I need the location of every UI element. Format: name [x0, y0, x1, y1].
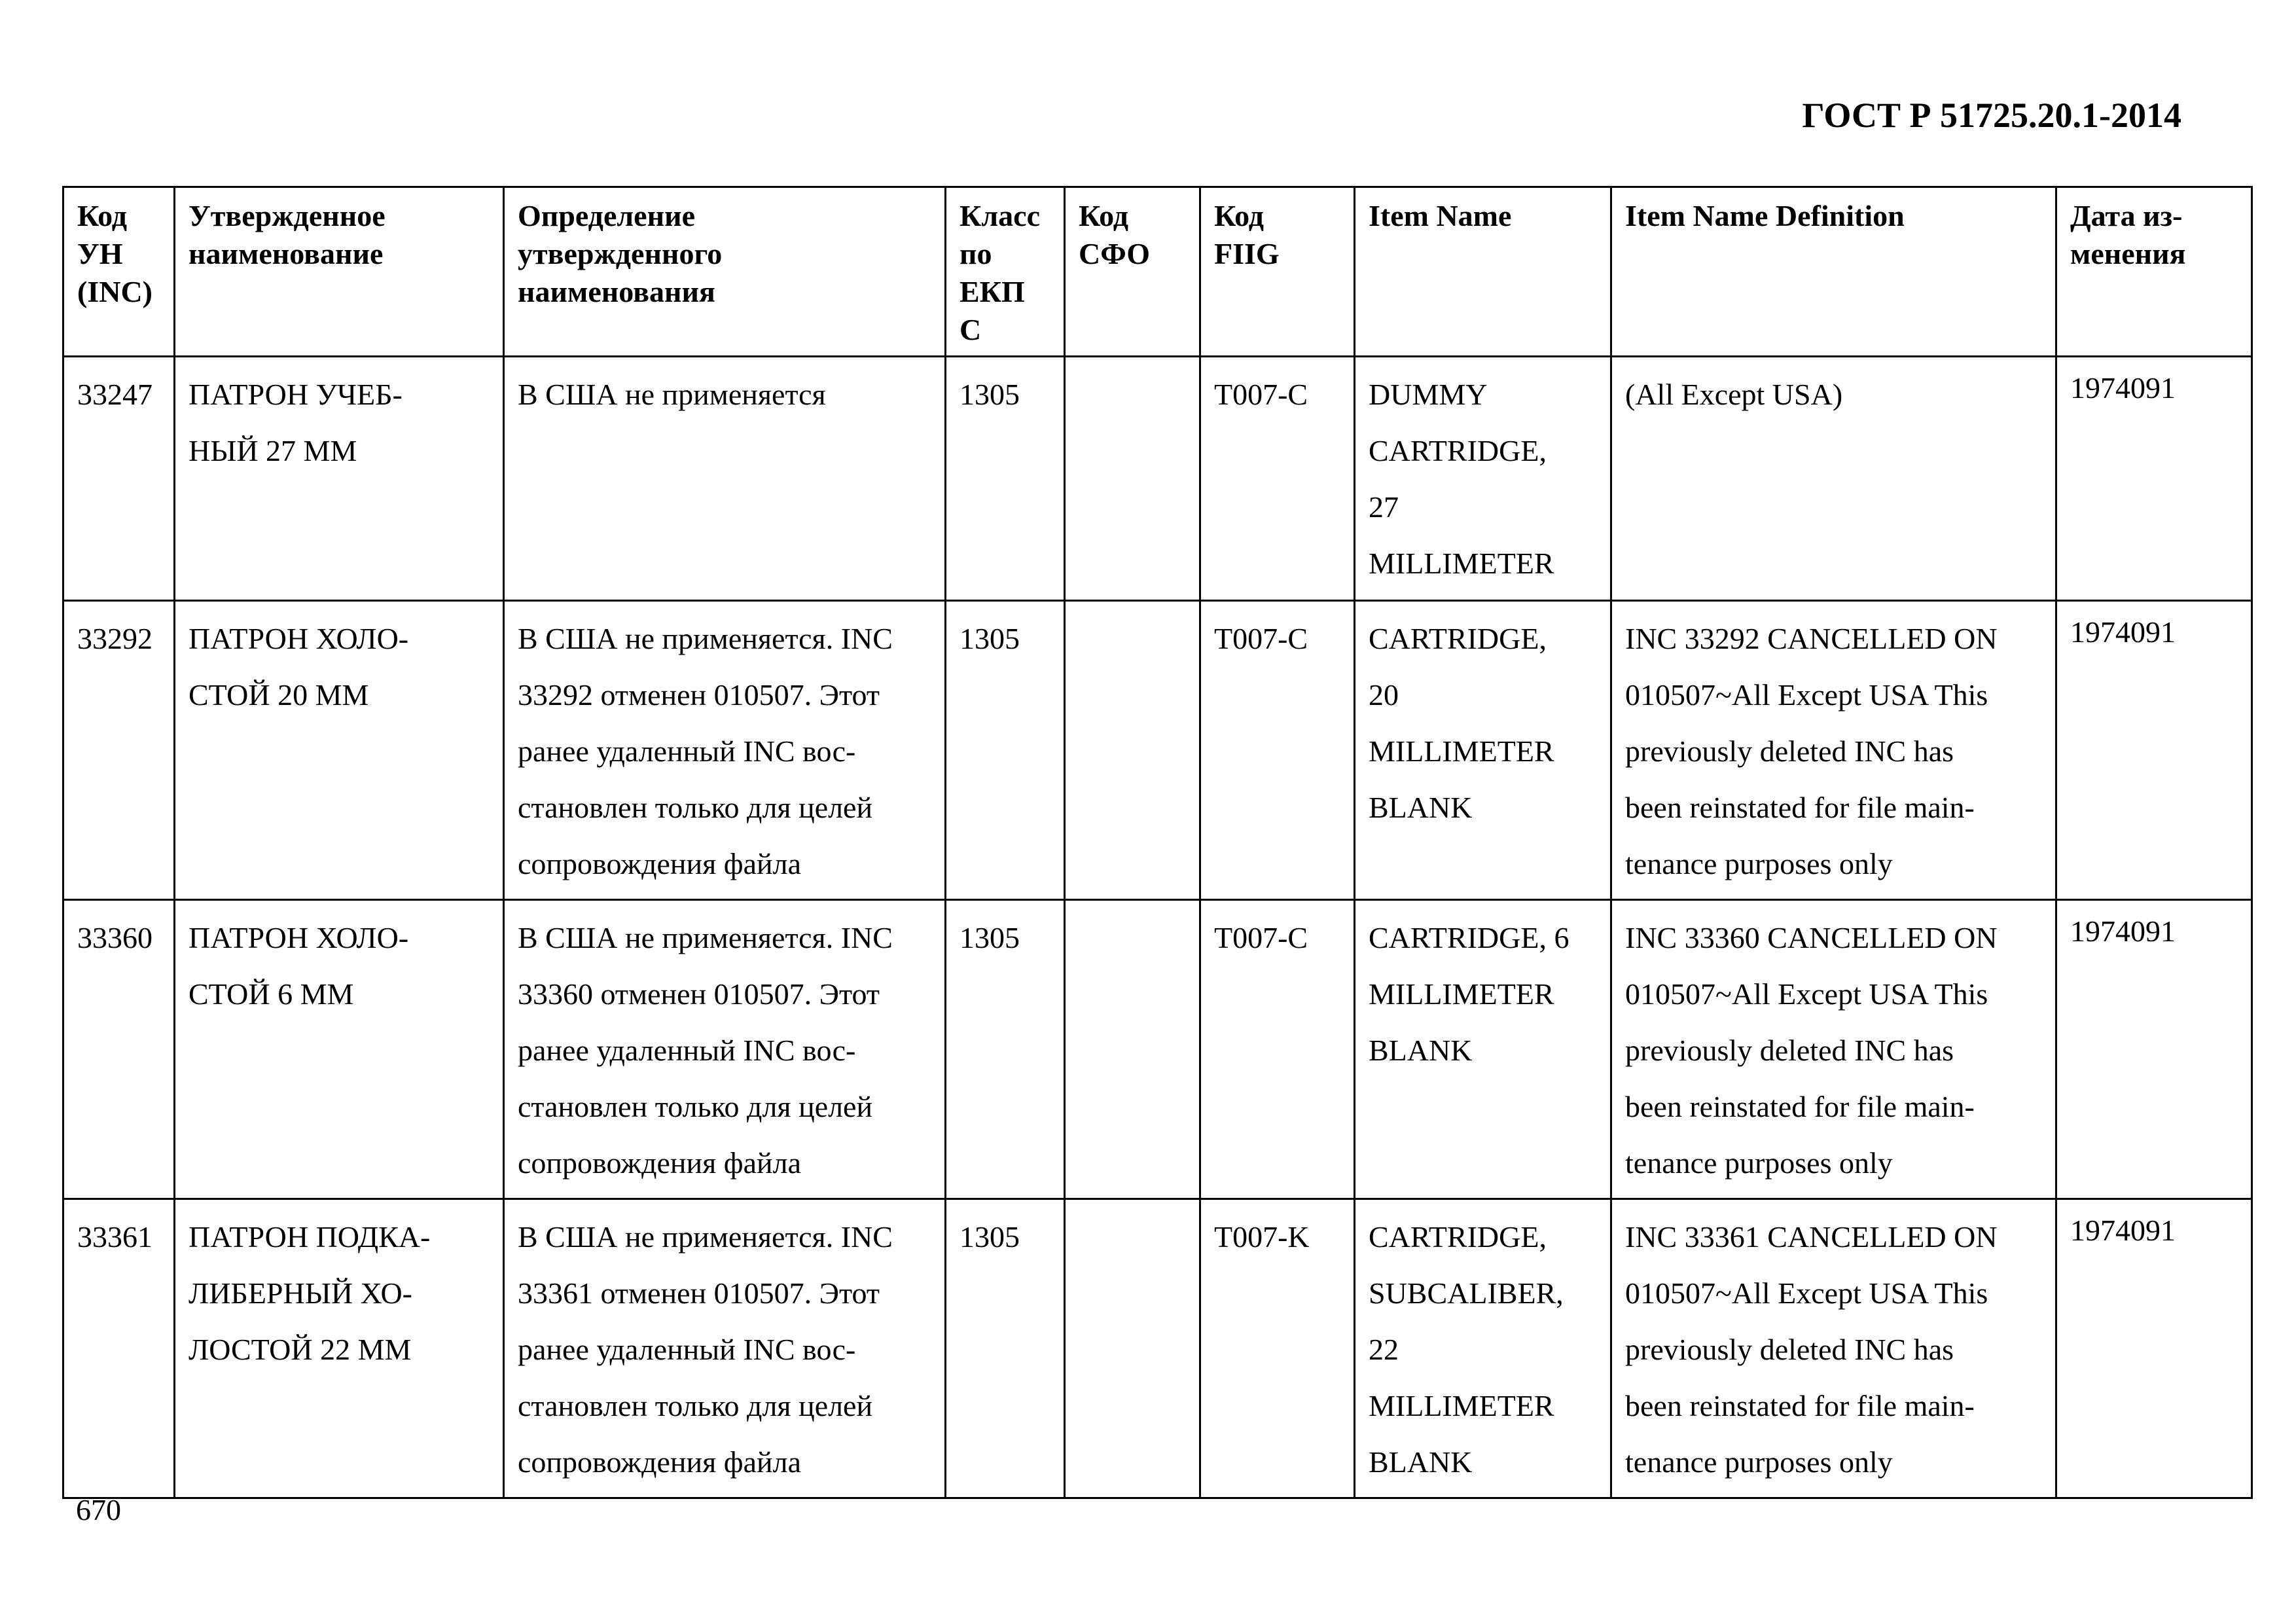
cell-inc: 33361	[63, 1199, 175, 1498]
col-header-ekps-class: Класс по ЕКП С	[946, 187, 1065, 357]
cell-inc: 33360	[63, 900, 175, 1199]
col-header-sfo-code: Код СФО	[1065, 187, 1200, 357]
cell-sfo-code	[1065, 1199, 1200, 1498]
cell-name-definition: В США не применяется	[504, 357, 946, 601]
document-header: ГОСТ Р 51725.20.1-2014	[1802, 96, 2181, 135]
cell-approved-name: ПАТРОН ХОЛО- СТОЙ 20 ММ	[175, 601, 504, 900]
cell-approved-name: ПАТРОН ПОДКА- ЛИБЕРНЫЙ ХО- ЛОСТОЙ 22 ММ	[175, 1199, 504, 1498]
cell-change-date: 1974091	[2056, 900, 2252, 1199]
cell-sfo-code	[1065, 601, 1200, 900]
cell-ekps-class: 1305	[946, 601, 1065, 900]
cell-ekps-class: 1305	[946, 900, 1065, 1199]
cell-fiig-code: T007-K	[1200, 1199, 1355, 1498]
cell-name-definition: В США не применяется. INC 33292 отменен 010507. Этот ранее удаленный INC вос- становлен только для целей сопровождения файла	[504, 601, 946, 900]
table-row	[63, 900, 2252, 1199]
cell-ekps-class: 1305	[946, 357, 1065, 601]
col-header-inc: Код УН (INC)	[63, 187, 175, 357]
col-header-name-definition: Определение утвержденного наименования	[504, 187, 946, 357]
col-header-item-name: Item Name	[1355, 187, 1611, 357]
col-header-approved-name: Утвержденное наименование	[175, 187, 504, 357]
table-header-row	[63, 187, 2252, 357]
table-row	[63, 601, 2252, 900]
cell-approved-name: ПАТРОН ХОЛО- СТОЙ 6 ММ	[175, 900, 504, 1199]
cell-item-name: CARTRIDGE, 20 MILLIMETER BLANK	[1355, 601, 1611, 900]
items-table	[62, 186, 2253, 1499]
cell-item-name: DUMMY CARTRIDGE, 27 MILLIMETER	[1355, 357, 1611, 601]
cell-inc: 33292	[63, 601, 175, 900]
cell-change-date: 1974091	[2056, 357, 2252, 601]
cell-item-name: CARTRIDGE, SUBCALIBER, 22 MILLIMETER BLANK	[1355, 1199, 1611, 1498]
col-header-fiig-code: Код FIIG	[1200, 187, 1355, 357]
cell-ekps-class: 1305	[946, 1199, 1065, 1498]
cell-item-name-definition: INC 33292 CANCELLED ON 010507~All Except USA This previously deleted INC has been reinstated for file main- tenance purposes only	[1611, 601, 2056, 900]
col-header-item-name-definition: Item Name Definition	[1611, 187, 2056, 357]
cell-fiig-code: T007-C	[1200, 900, 1355, 1199]
cell-item-name-definition: INC 33360 CANCELLED ON 010507~All Except USA This previously deleted INC has been reinstated for file main- tenance purposes only	[1611, 900, 2056, 1199]
table-row	[63, 357, 2252, 601]
cell-change-date: 1974091	[2056, 1199, 2252, 1498]
cell-fiig-code: T007-C	[1200, 357, 1355, 601]
cell-sfo-code	[1065, 900, 1200, 1199]
cell-item-name-definition: INC 33361 CANCELLED ON 010507~All Except USA This previously deleted INC has been reinstated for file main- tenance purposes only	[1611, 1199, 2056, 1498]
page-number: 670	[76, 1493, 121, 1526]
cell-change-date: 1974091	[2056, 601, 2252, 900]
table-row	[63, 1199, 2252, 1498]
cell-item-name-definition: (All Except USA)	[1611, 357, 2056, 601]
cell-sfo-code	[1065, 357, 1200, 601]
cell-inc: 33247	[63, 357, 175, 601]
cell-name-definition: В США не применяется. INC 33361 отменен 010507. Этот ранее удаленный INC вос- становлен только для целей сопровождения файла	[504, 1199, 946, 1498]
cell-approved-name: ПАТРОН УЧЕБ- НЫЙ 27 ММ	[175, 357, 504, 601]
cell-fiig-code: T007-C	[1200, 601, 1355, 900]
cell-item-name: CARTRIDGE, 6 MILLIMETER BLANK	[1355, 900, 1611, 1199]
col-header-change-date: Дата из- менения	[2056, 187, 2252, 357]
cell-name-definition: В США не применяется. INC 33360 отменен 010507. Этот ранее удаленный INC вос- становлен только для целей сопровождения файла	[504, 900, 946, 1199]
